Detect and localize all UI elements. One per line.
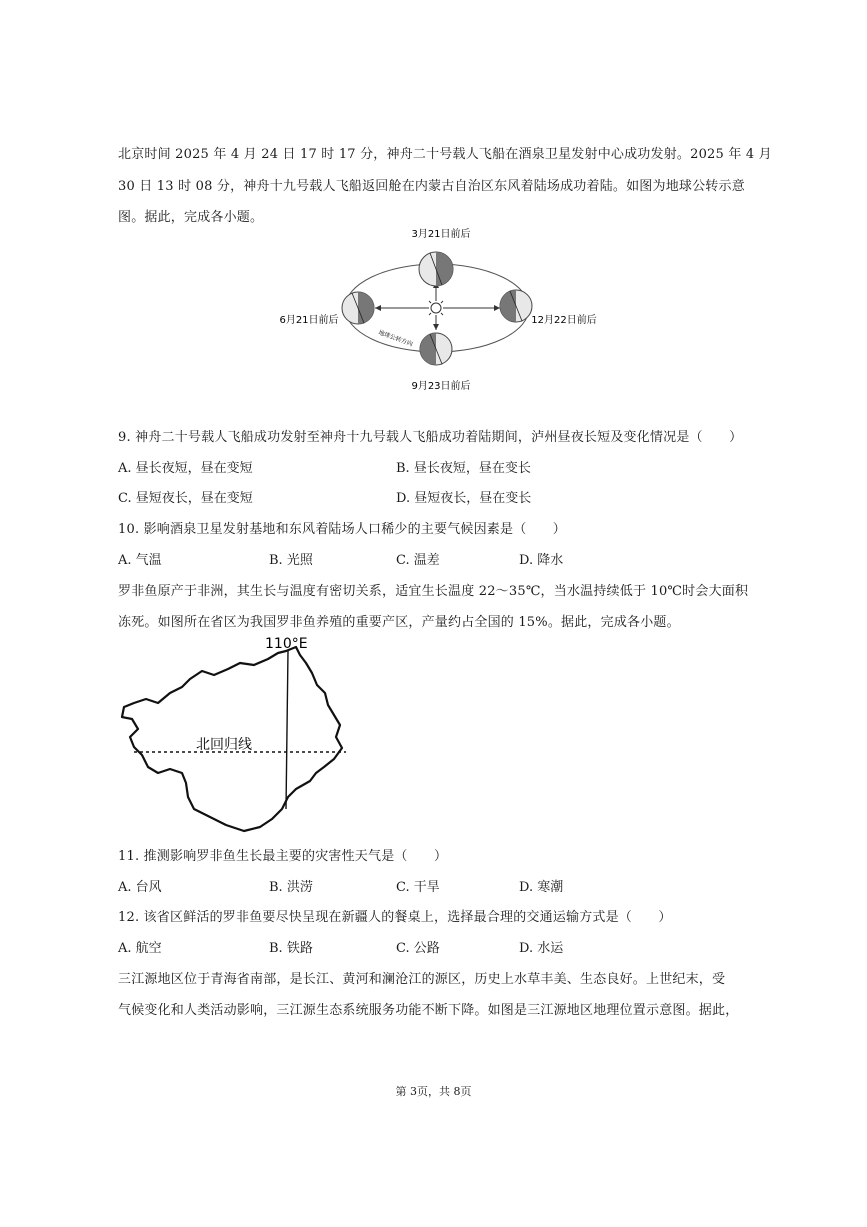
question-10-stem: 10. 影响酒泉卫星发射基地和东风着陆场人口稀少的主要气候因素是（ ）: [118, 522, 567, 537]
tropic-label: 北回归线: [196, 737, 252, 753]
question-11-option-a[interactable]: A. 台风: [118, 880, 162, 895]
passage1-line: 图。据此，完成各小题。: [118, 210, 264, 225]
question-9-option-c[interactable]: C. 昼短夜长，昼在变短: [118, 491, 253, 506]
question-10-option-b[interactable]: B. 光照: [269, 553, 313, 568]
question-12-option-d[interactable]: D. 水运: [519, 941, 564, 956]
earth-dec-icon: [500, 290, 532, 322]
question-10-option-c[interactable]: C. 温差: [396, 553, 440, 568]
question-10-option-a[interactable]: A. 气温: [118, 553, 162, 568]
sun-icon: [426, 298, 446, 318]
label-june: 6月21日前后: [279, 315, 339, 326]
question-9-option-a[interactable]: A. 昼长夜短，昼在变短: [118, 461, 253, 476]
question-11-option-d[interactable]: D. 寒潮: [519, 880, 564, 895]
passage1-line: 30 日 13 时 08 分，神舟十九号载人飞船返回舱在内蒙古自治区东风着陆场成功着陆。如图为地球公转示意: [118, 179, 745, 194]
earth-orbit-diagram: [0, 222, 867, 402]
longitude-label: 110°E: [265, 636, 308, 652]
label-sept: 9月23日前后: [411, 381, 471, 392]
question-9-option-b[interactable]: B. 昼长夜短，昼在变长: [396, 461, 531, 476]
passage2-line: 罗非鱼原产于非洲，其生长与温度有密切关系，适宜生长温度 22～35℃，当水温持续低于 10℃时会大面积: [118, 584, 749, 599]
question-11-option-b[interactable]: B. 洪涝: [269, 880, 313, 895]
question-9-option-d[interactable]: D. 昼短夜长，昼在变长: [396, 491, 532, 506]
earth-march-icon: [419, 252, 453, 286]
label-direction: 地球公转方向: [377, 329, 414, 349]
question-12-option-a[interactable]: A. 航空: [118, 941, 162, 956]
province-map: [110, 633, 370, 838]
longitude-110e-line: [286, 651, 288, 809]
question-9-stem: 9. 神舟二十号载人飞船成功发射至神舟十九号载人飞船成功着陆期间，泸州昼夜长短及变化情况是（ ）: [118, 430, 743, 445]
earth-sept-icon: [420, 333, 452, 365]
question-12-option-c[interactable]: C. 公路: [396, 941, 440, 956]
passage3-line: 三江源地区位于青海省南部，是长江、黄河和澜沧江的源区，历史上水草丰美、生态良好。上世纪末，受: [118, 972, 726, 987]
page-footer: 第 3页，共 8页: [395, 1085, 472, 1098]
passage1-line: 北京时间 2025 年 4 月 24 日 17 时 17 分，神舟二十号载人飞船在酒泉卫星发射中心成功发射。2025 年 4 月: [118, 147, 772, 162]
label-dec: 12月22日前后: [531, 315, 597, 326]
passage2-line: 冻死。如图所在省区为我国罗非鱼养殖的重要产区，产量约占全国的 15%。据此，完成各小题。: [118, 615, 680, 630]
question-10-option-d[interactable]: D. 降水: [519, 553, 564, 568]
question-11-option-c[interactable]: C. 干旱: [396, 880, 440, 895]
question-12-option-b[interactable]: B. 铁路: [269, 941, 313, 956]
question-11-stem: 11. 推测影响罗非鱼生长最主要的灾害性天气是（ ）: [118, 849, 448, 864]
passage3-line: 气候变化和人类活动影响，三江源生态系统服务功能不断下降。如图是三江源地区地理位置示意图。据此，: [118, 1003, 739, 1018]
question-12-stem: 12. 该省区鲜活的罗非鱼要尽快呈现在新疆人的餐桌上，选择最合理的交通运输方式是（ ）: [118, 910, 672, 925]
label-march: 3月21日前后: [411, 229, 471, 240]
earth-june-icon: [342, 292, 374, 324]
